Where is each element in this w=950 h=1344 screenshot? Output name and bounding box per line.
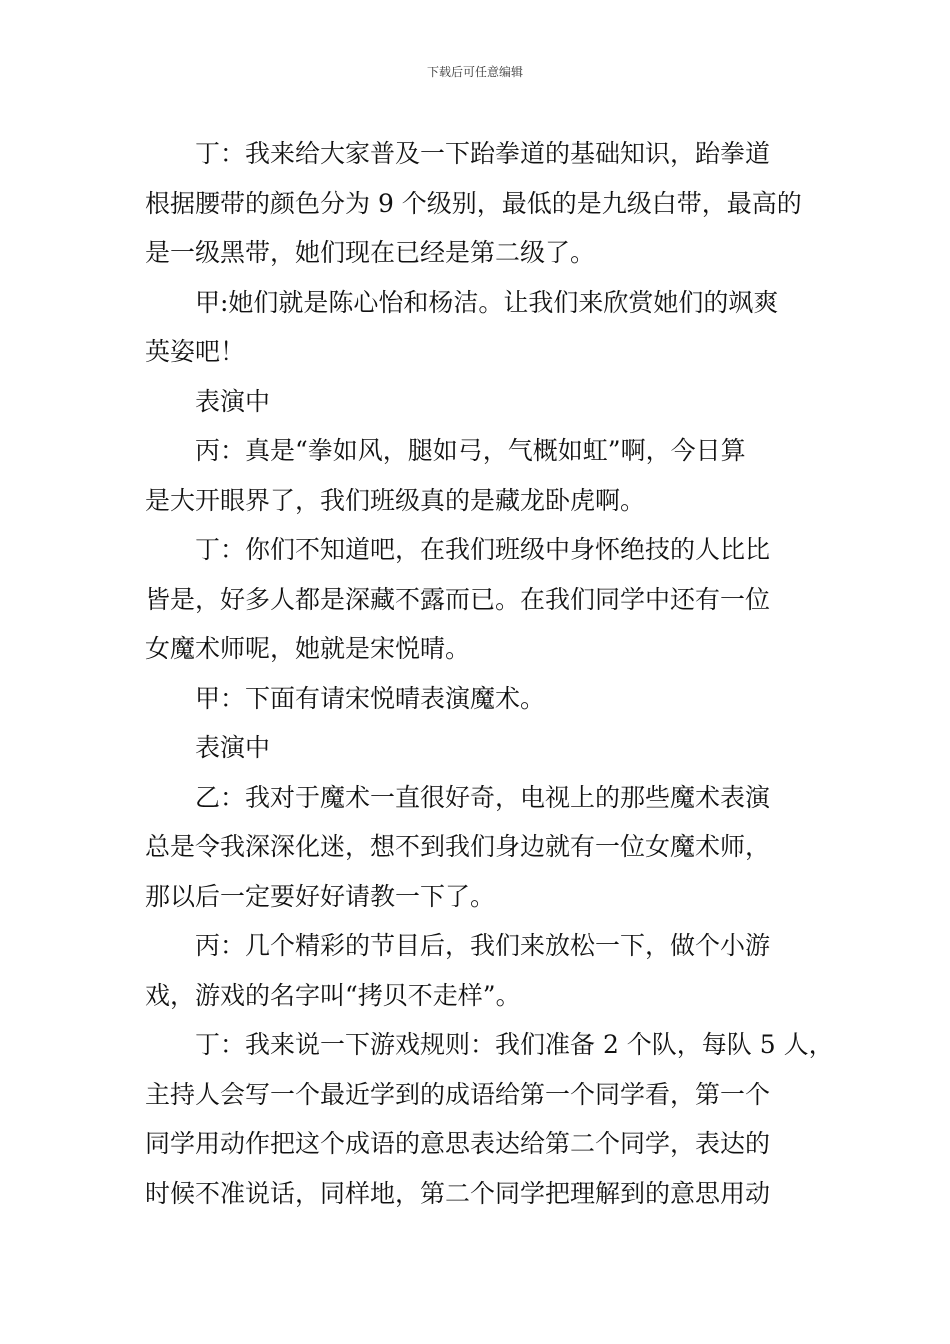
text-line: 丙：真是“拳如风，腿如弓，气概如虹”啊，今日算 bbox=[195, 436, 746, 465]
text-line: 皆是，好多人都是深藏不露而已。在我们同学中还有一位 bbox=[145, 584, 771, 614]
text-line: 表演中 bbox=[195, 386, 271, 416]
text-line: 乙：我对于魔术一直很好奇，电视上的那些魔术表演 bbox=[195, 782, 771, 812]
text-line: 是大开眼界了，我们班级真的是藏龙卧虎啊。 bbox=[145, 485, 646, 515]
paragraph-ding-taekwondo bbox=[145, 129, 820, 278]
text-line: 是一级黑带，她们现在已经是第二级了。 bbox=[145, 238, 596, 267]
text-line: 丙：几个精彩的节目后，我们来放松一下，做个小游 bbox=[195, 931, 771, 960]
text-line: 丁：你们不知道吧，在我们班级中身怀绝技的人比比 bbox=[195, 535, 771, 564]
text-line: 根据腰带的颜色分为 9 个级别，最低的是九级白带，最高的 bbox=[145, 188, 802, 218]
paragraph-jia-invite bbox=[145, 674, 820, 724]
paragraph-bing-game bbox=[145, 921, 820, 1020]
text-line: 甲：下面有请宋悦晴表演魔术。 bbox=[195, 683, 546, 713]
text-line: 甲:她们就是陈心怡和杨洁。让我们来欣赏她们的飒爽 bbox=[195, 287, 779, 317]
paragraph-ding-magician bbox=[145, 525, 820, 674]
text-line: 那以后一定要好好请教一下了。 bbox=[145, 881, 496, 911]
paragraph-bing-praise bbox=[145, 426, 820, 525]
document-body bbox=[145, 129, 834, 1218]
paragraph-performance-1 bbox=[145, 377, 820, 427]
text-line: 同学用动作把这个成语的意思表达给第二个同学，表达的 bbox=[145, 1129, 771, 1158]
text-line: 丁：我来说一下游戏规则：我们准备 2 个队，每队 5 人， bbox=[195, 1030, 834, 1059]
paragraph-yi-magic bbox=[145, 773, 820, 922]
page-header: 下载后可任意编辑 bbox=[426, 65, 523, 79]
text-line: 女魔术师呢，她就是宋悦晴。 bbox=[145, 634, 471, 663]
text-line: 英姿吧！ bbox=[145, 337, 246, 366]
text-line: 总是令我深深化迷，想不到我们身边就有一位女魔术师， bbox=[145, 832, 771, 861]
text-line: 主持人会写一个最近学到的成语给第一个同学看，第一个 bbox=[145, 1079, 771, 1109]
paragraph-performance-2 bbox=[145, 723, 820, 773]
paragraph-ding-rules bbox=[145, 1020, 834, 1218]
text-line: 表演中 bbox=[195, 733, 271, 762]
text-line: 时候不准说话，同样地，第二个同学把理解到的意思用动 bbox=[145, 1178, 771, 1208]
paragraph-jia-introduction bbox=[145, 278, 820, 377]
text-line: 戏，游戏的名字叫“拷贝不走样”。 bbox=[145, 980, 521, 1010]
text-line: 丁：我来给大家普及一下跆拳道的基础知识，跆拳道 bbox=[195, 139, 771, 168]
